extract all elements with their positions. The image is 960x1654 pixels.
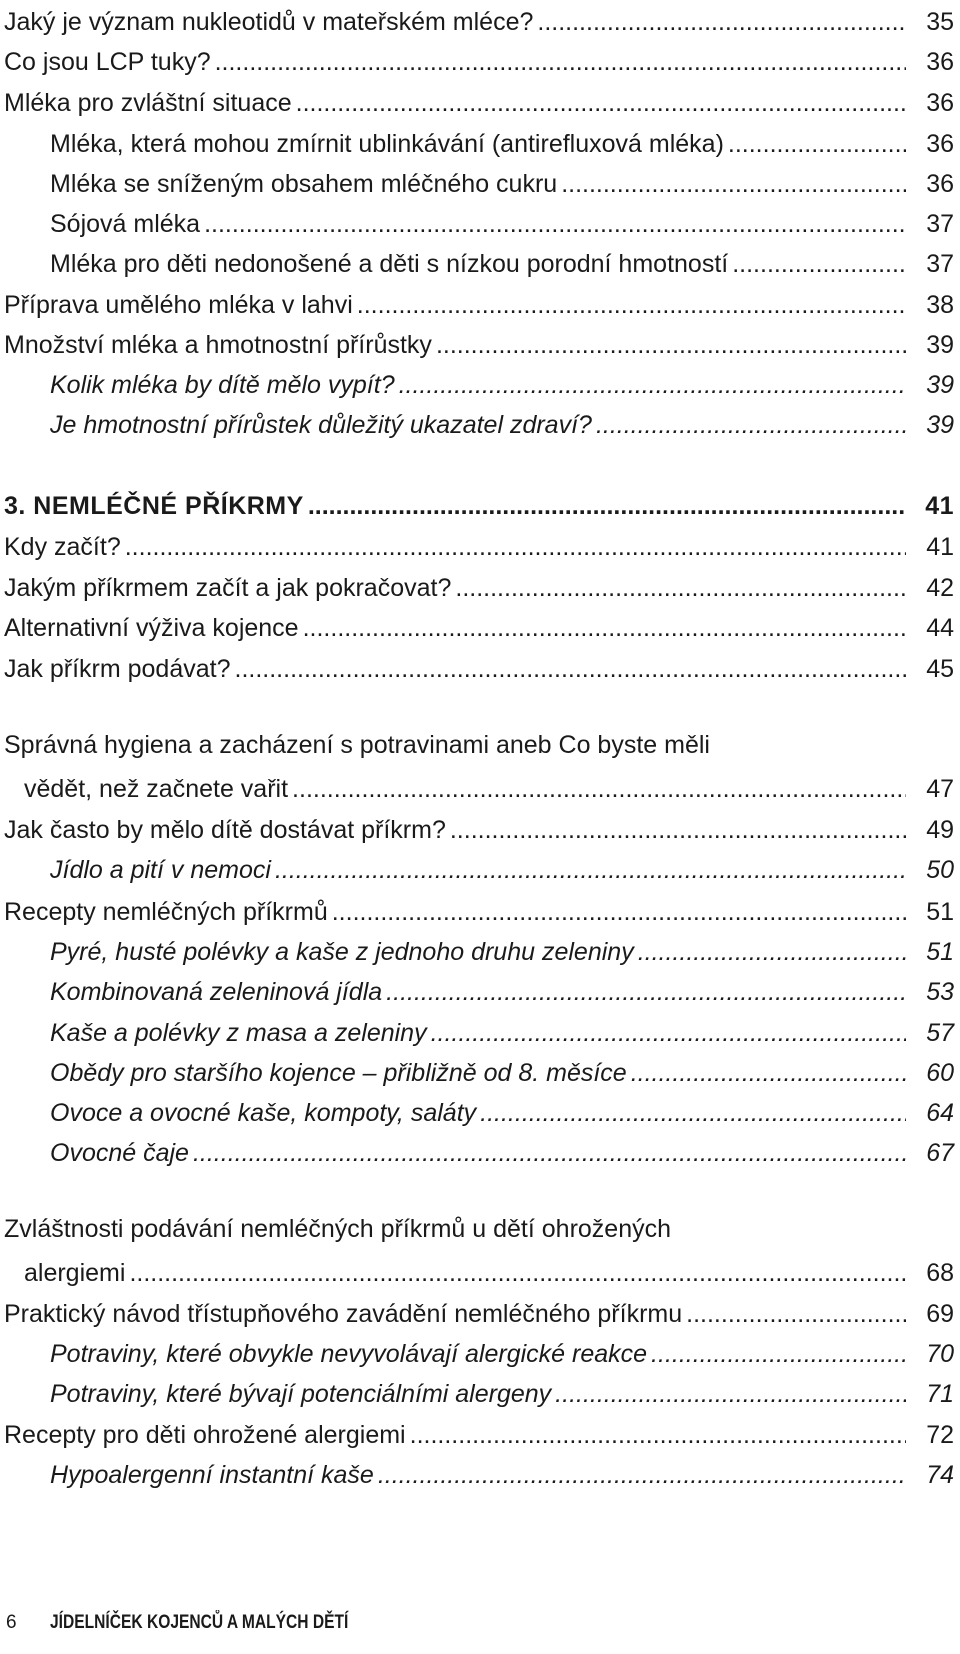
toc-entry-title: Potraviny, které bývají potenciálními alergeny	[50, 1380, 552, 1408]
dot-leader	[651, 1336, 906, 1372]
dot-leader	[431, 1015, 906, 1051]
dot-leader	[555, 1376, 906, 1412]
toc-entry[interactable]	[4, 81, 954, 121]
footer-book-title: JÍDELNÍČEK KOJENCŮ A MALÝCH DĚTÍ	[50, 1612, 349, 1633]
toc-page-number: 51	[926, 938, 954, 966]
toc-page-number: 69	[926, 1300, 954, 1328]
toc-page-number: 70	[926, 1340, 954, 1368]
toc-entry[interactable]	[4, 727, 954, 807]
toc-entry[interactable]	[4, 808, 954, 848]
toc-entry-title: Mléka pro zvláštní situace	[4, 89, 292, 117]
toc-entry[interactable]	[4, 122, 954, 162]
toc-page-number: 39	[926, 371, 954, 399]
toc-entry-title-continuation: vědět, než začnete vařit	[24, 775, 289, 803]
toc-entry-title: Kaše a polévky z masa a zeleniny	[50, 1019, 427, 1047]
toc-entry-title: Mléka se sníženým obsahem mléčného cukru	[50, 170, 558, 198]
toc-entry-title: Hypoalergenní instantní kaše	[50, 1461, 374, 1489]
toc-page-number: 60	[926, 1059, 954, 1087]
dot-leader	[332, 894, 906, 930]
toc-page-number: 41	[925, 492, 954, 520]
dot-leader	[235, 651, 907, 687]
toc-entry-title: Co jsou LCP tuky?	[4, 48, 211, 76]
dot-leader	[561, 166, 906, 202]
toc-entry[interactable]	[4, 242, 954, 282]
dot-leader	[296, 85, 906, 121]
toc-entry-title: Jídlo a pití v nemoci	[50, 856, 271, 884]
toc-page-number: 74	[926, 1461, 954, 1489]
footer-page-number: 6	[6, 1612, 17, 1633]
toc-entry-title: Alternativní výživa kojence	[4, 614, 299, 642]
dot-leader	[631, 1055, 906, 1091]
toc-entry-title: Zvláštnosti podávání nemléčných příkrmů u dětí ohrožených	[4, 1215, 672, 1243]
toc-page-number: 51	[926, 898, 954, 926]
toc-entry[interactable]	[4, 848, 954, 888]
toc-entry-title: Jaký je význam nukleotidů v mateřském mléce?	[4, 8, 534, 36]
toc-chapter-heading[interactable]	[4, 484, 954, 524]
toc-entry[interactable]	[4, 1211, 954, 1291]
toc-page-number: 39	[926, 331, 954, 359]
dot-leader	[455, 570, 906, 606]
toc-page-number: 67	[926, 1139, 954, 1167]
dot-leader	[125, 529, 906, 565]
dot-leader	[308, 488, 906, 524]
dot-leader	[215, 44, 906, 80]
toc-page-number: 36	[926, 48, 954, 76]
dot-leader	[480, 1095, 906, 1131]
toc-page-number: 37	[926, 250, 954, 278]
toc-page-number: 71	[926, 1380, 954, 1408]
dot-leader	[436, 327, 906, 363]
dot-leader	[386, 974, 906, 1010]
toc-page-number: 36	[926, 89, 954, 117]
toc-entry-title: Jakým příkrmem začít a jak pokračovat?	[4, 574, 452, 602]
toc-entry-title: Jak příkrm podávat?	[4, 655, 231, 683]
dot-leader	[686, 1296, 906, 1332]
toc-entry-title: Ovoce a ovocné kaše, kompoty, saláty	[50, 1099, 477, 1127]
toc-entry[interactable]	[4, 1292, 954, 1332]
toc-entry[interactable]	[4, 363, 954, 403]
toc-entry[interactable]	[4, 283, 954, 323]
dot-leader	[399, 367, 906, 403]
toc-entry[interactable]	[4, 323, 954, 363]
toc-entry[interactable]	[4, 1332, 954, 1372]
toc-entry[interactable]	[4, 202, 954, 242]
toc-entry[interactable]	[4, 566, 954, 606]
toc-entry[interactable]	[4, 890, 954, 930]
dot-leader	[204, 206, 906, 242]
toc-entry[interactable]	[4, 1413, 954, 1453]
toc-entry-title-continuation: alergiemi	[24, 1259, 126, 1287]
toc-page-number: 37	[926, 210, 954, 238]
toc-page-number: 36	[926, 130, 954, 158]
dot-leader	[410, 1417, 906, 1453]
toc-entry[interactable]	[4, 40, 954, 80]
dot-leader	[638, 934, 906, 970]
toc-entry[interactable]	[4, 606, 954, 646]
toc-entry-title: Množství mléka a hmotnostní přírůstky	[4, 331, 432, 359]
toc-entry-title: Ovocné čaje	[50, 1139, 189, 1167]
toc-entry-title: Příprava umělého mléka v lahvi	[4, 291, 353, 319]
toc-entry[interactable]	[4, 1011, 954, 1051]
toc-entry-title: Správná hygiena a zacházení s potravinami aneb Co byste měli	[4, 731, 710, 759]
dot-leader	[728, 126, 906, 162]
toc-page-number: 39	[926, 411, 954, 439]
toc-page-number: 49	[926, 816, 954, 844]
toc-entry[interactable]	[4, 0, 954, 40]
toc-entry-title: Kdy začít?	[4, 533, 121, 561]
toc-entry-title: Obědy pro staršího kojence – přibližně od 8. měsíce	[50, 1059, 627, 1087]
toc-entry[interactable]	[4, 162, 954, 202]
toc-entry[interactable]	[4, 1091, 954, 1131]
dot-leader	[357, 287, 906, 323]
toc-page-number: 68	[926, 1259, 954, 1287]
dot-leader	[193, 1135, 906, 1171]
toc-entry[interactable]	[4, 525, 954, 565]
page-footer	[6, 1612, 414, 1648]
toc-page-number: 50	[926, 856, 954, 884]
toc-entry[interactable]	[4, 970, 954, 1010]
dot-leader	[129, 1255, 906, 1291]
toc-entry-title: Jak často by mělo dítě dostávat příkrm?	[4, 816, 446, 844]
toc-entry[interactable]	[4, 1453, 954, 1493]
toc-entry-title: Kombinovaná zeleninová jídla	[50, 978, 383, 1006]
toc-entry-title: 3. NEMLÉČNÉ PŘÍKRMY	[4, 492, 304, 520]
toc-entry-title: Pyré, husté polévky a kaše z jednoho druhu zeleniny	[50, 938, 634, 966]
toc-entry-title: Mléka pro děti nedonošené a děti s nízkou porodní hmotností	[50, 250, 729, 278]
toc-page-number: 45	[926, 655, 954, 683]
toc-page-number: 64	[926, 1099, 954, 1127]
dot-leader	[303, 610, 906, 646]
toc-entry[interactable]	[4, 1051, 954, 1091]
toc-page-number: 38	[926, 291, 954, 319]
dot-leader	[292, 771, 906, 807]
toc-entry-title: Sójová mléka	[50, 210, 201, 238]
toc-page-number: 53	[926, 978, 954, 1006]
dot-leader	[596, 407, 906, 443]
toc-entry[interactable]	[4, 1131, 954, 1171]
dot-leader	[450, 812, 906, 848]
toc-page-number: 41	[926, 533, 954, 561]
toc-page-number: 72	[926, 1421, 954, 1449]
dot-leader	[378, 1457, 906, 1493]
dot-leader	[537, 4, 906, 40]
toc-entry[interactable]	[4, 1372, 954, 1412]
toc-entry-title: Recepty nemléčných příkrmů	[4, 898, 328, 926]
toc-entry[interactable]	[4, 403, 954, 443]
toc-entry[interactable]	[4, 930, 954, 970]
toc-page-number: 42	[926, 574, 954, 602]
toc-page-number: 57	[926, 1019, 954, 1047]
toc-entry-title: Je hmotnostní přírůstek důležitý ukazatel zdraví?	[50, 411, 592, 439]
toc-page-number: 44	[926, 614, 954, 642]
toc-page-number: 35	[926, 8, 954, 36]
dot-leader	[732, 246, 906, 282]
toc-entry-title: Praktický návod třístupňového zavádění nemléčného příkrmu	[4, 1300, 683, 1328]
toc-entry-title: Recepty pro děti ohrožené alergiemi	[4, 1421, 406, 1449]
toc-entry[interactable]	[4, 647, 954, 687]
toc-page-number: 36	[926, 170, 954, 198]
dot-leader	[275, 852, 906, 888]
toc-entry-title: Mléka, která mohou zmírnit ublinkávání (antirefluxová mléka)	[50, 130, 724, 158]
toc-page-number: 47	[926, 775, 954, 803]
toc-entry-title: Potraviny, které obvykle nevyvolávají alergické reakce	[50, 1340, 648, 1368]
toc-entry-title: Kolik mléka by dítě mělo vypít?	[50, 371, 395, 399]
